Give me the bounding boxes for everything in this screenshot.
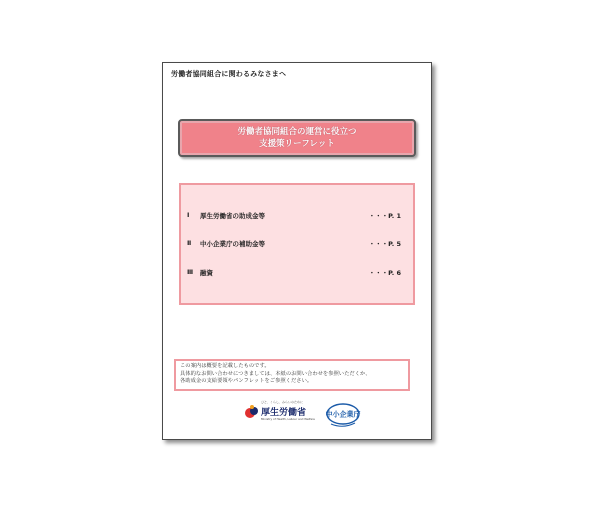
toc-label: 融資: [200, 269, 213, 277]
mhlw-caption: ひと、くらし、みらいのために: [261, 400, 304, 404]
sme-agency-name: 中小企業庁: [325, 410, 361, 419]
notice-box: [174, 359, 410, 391]
mhlw-name: 厚生労働省: [261, 408, 307, 418]
sme-agency-logo-icon: [325, 402, 361, 428]
mhlw-subtitle: Ministry of Health, Labour and Welfare: [261, 417, 315, 421]
toc-page: ・・・P. 1: [368, 212, 401, 220]
logo-area: [245, 400, 375, 430]
toc-label: 中小企業庁の補助金等: [200, 240, 265, 248]
toc-label: 厚生労働省の助成金等: [200, 212, 265, 220]
toc-number: Ⅲ: [187, 268, 194, 276]
title-line-2: 支援策リーフレット: [259, 139, 335, 149]
toc-item-1[interactable]: [187, 211, 401, 223]
notice-line: 各助成金の支給要領やパンフレットをご参照ください。: [180, 378, 313, 384]
toc-item-2[interactable]: [187, 239, 401, 251]
table-of-contents: [179, 183, 415, 305]
title-banner: [178, 119, 416, 157]
toc-page: ・・・P. 5: [368, 240, 401, 248]
toc-item-3[interactable]: [187, 268, 401, 280]
mhlw-logo-icon: [245, 404, 259, 420]
toc-number: Ⅰ: [187, 211, 190, 219]
toc-number: Ⅱ: [187, 239, 192, 247]
notice-line: 具体的なお問い合わせにつきましては、本紙のお問い合わせを参照いただくか、: [180, 370, 371, 377]
notice-line: この案内は概要を記載したものです。: [180, 363, 270, 369]
leaflet-page: [162, 62, 432, 440]
toc-page: ・・・P. 6: [368, 269, 401, 277]
title-line-1: 労働者協同組合の運営に役立つ: [237, 127, 357, 137]
audience-heading: 労働者協同組合に関わるみなさまへ: [171, 70, 287, 78]
